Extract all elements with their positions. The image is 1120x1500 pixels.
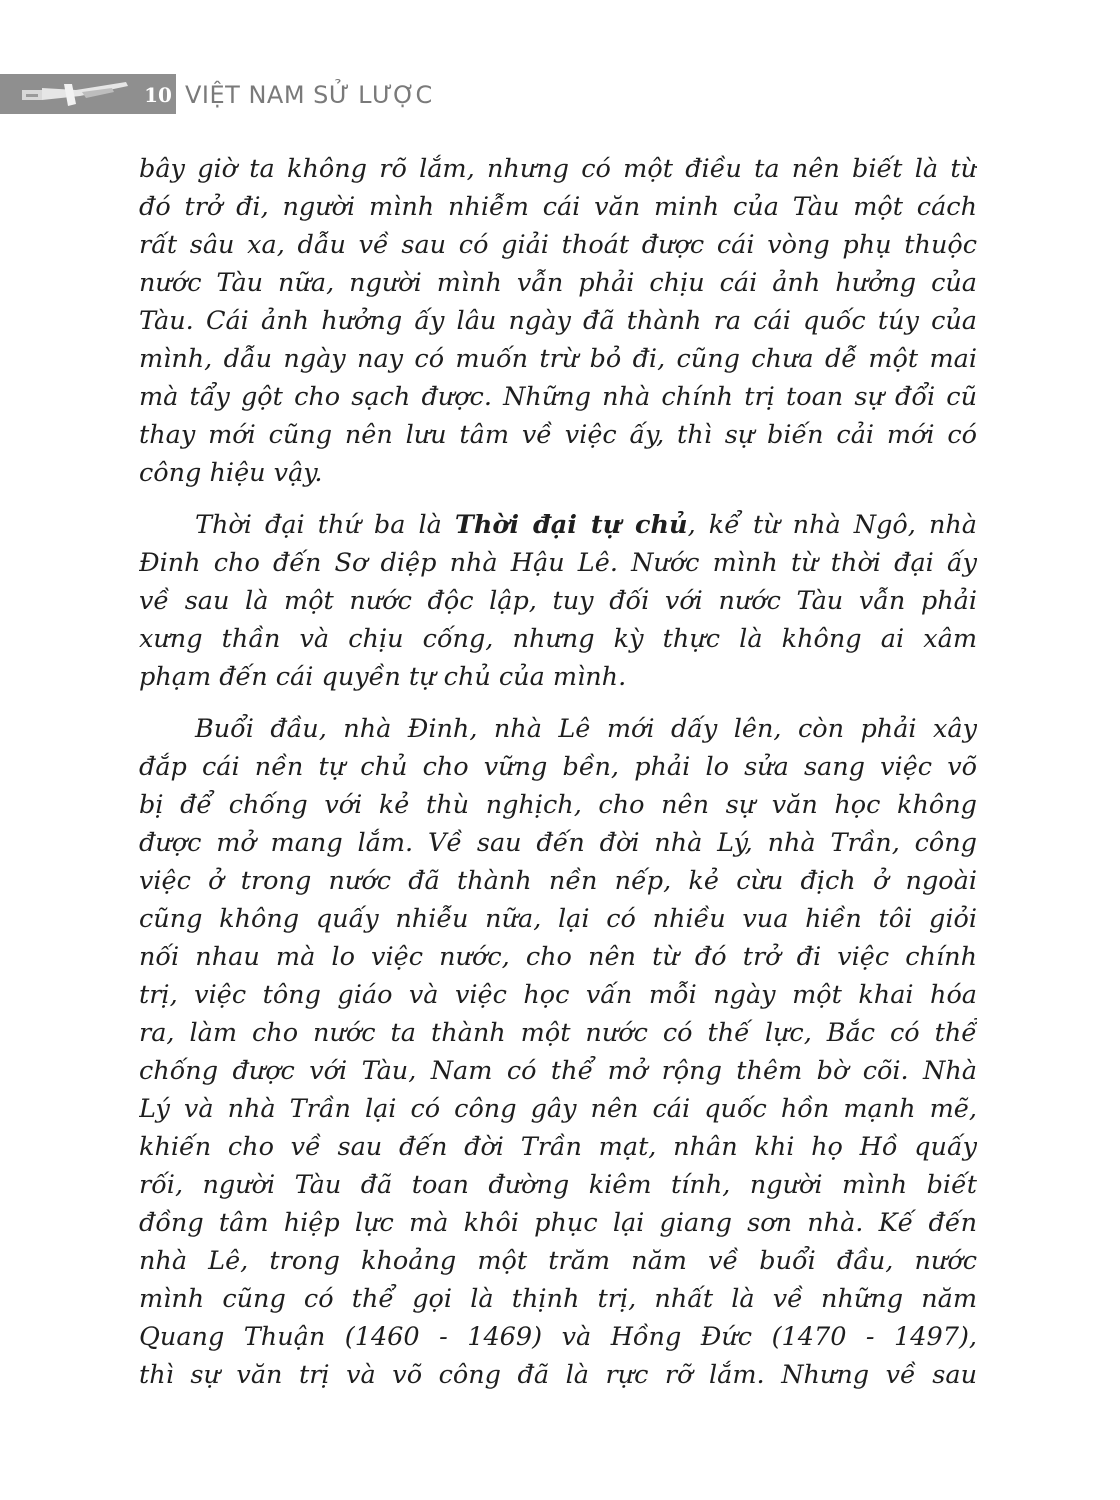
- body-text: [139, 150, 977, 1394]
- text-line: Đinh cho đến Sơ diệp nhà Hậu Lê. Nước mình từ thời đại ấy: [139, 548, 977, 578]
- text-line: đồng tâm hiệp lực mà khôi phục lại giang sơn nhà. Kế đến: [139, 1208, 977, 1238]
- text-line: thì sự văn trị và võ công đã là rực rỡ lắm. Nhưng về sau: [139, 1360, 977, 1390]
- text-line: nối nhau mà lo việc nước, cho nên từ đó trở đi việc chính: [139, 942, 977, 972]
- text-line: về sau là một nước độc lập, tuy đối với nước Tàu vẫn phải: [139, 586, 977, 616]
- text-line: được mở mang lắm. Về sau đến đời nhà Lý, nhà Trần, công: [139, 828, 977, 858]
- era-term: Thời đại tự chủ: [454, 510, 688, 540]
- text-line: nhà Lê, trong khoảng một trăm năm về buổi đầu, nước: [139, 1246, 977, 1276]
- text-line: cũng không quấy nhiễu nữa, lại có nhiều vua hiền tôi giỏi: [139, 904, 977, 934]
- text-line: rất sâu xa, dẫu về sau có giải thoát được cái vòng phụ thuộc: [139, 230, 977, 260]
- text-line: thay mới cũng nên lưu tâm về việc ấy, thì sự biến cải mới có: [139, 420, 977, 450]
- text-line: việc ở trong nước đã thành nền nếp, kẻ cừu địch ở ngoài: [139, 866, 977, 896]
- text-line: Tàu. Cái ảnh hưởng ấy lâu ngày đã thành ra cái quốc túy của: [139, 306, 977, 336]
- text-line: phạm đến cái quyền tự chủ của mình.: [139, 662, 627, 692]
- text-line: chống được với Tàu, Nam có thể mở rộng thêm bờ cõi. Nhà: [139, 1056, 977, 1086]
- text-line: rối, người Tàu đã toan đường kiêm tính, người mình biết: [139, 1170, 977, 1200]
- running-title: VIỆT NAM SỬ LƯỢC: [185, 81, 433, 109]
- text-line: ra, làm cho nước ta thành một nước có thế lực, Bắc có thể: [139, 1018, 977, 1048]
- text-segment: , kể từ nhà Ngô, nhà: [687, 510, 977, 540]
- text-line: mình cũng có thể gọi là thịnh trị, nhất là về những năm: [139, 1284, 977, 1314]
- text-line: đó trở đi, người mình nhiễm cái văn minh của Tàu một cách: [139, 192, 977, 222]
- paragraph-2: [139, 506, 977, 696]
- text-line: bị để chống với kẻ thù nghịch, cho nên sự văn học không: [139, 790, 977, 820]
- text-line: khiến cho về sau đến đời Trần mạt, nhân khi họ Hồ quấy: [139, 1132, 977, 1162]
- text-line: xưng thần và chịu cống, nhưng kỳ thực là không ai xâm: [139, 624, 977, 654]
- paragraph-1: [139, 150, 977, 492]
- text-line: Quang Thuận (1460 - 1469) và Hồng Đức (1470 - 1497),: [139, 1322, 977, 1352]
- text-line: trị, việc tông giáo và việc học vấn mỗi ngày một khai hóa: [139, 980, 977, 1010]
- header-separator: [176, 74, 179, 114]
- text-line: công hiệu vậy.: [139, 458, 323, 488]
- text-line: đắp cái nền tự chủ cho vững bền, phải lo sửa sang việc võ: [139, 752, 977, 782]
- text-segment: Thời đại thứ ba là: [195, 510, 455, 540]
- paragraph-3: [139, 710, 977, 1394]
- page-number: 10: [144, 83, 172, 107]
- text-line: Lý và nhà Trần lại có công gây nên cái quốc hồn mạnh mẽ,: [139, 1094, 977, 1124]
- text-line: mà tẩy gột cho sạch được. Những nhà chính trị toan sự đổi cũ: [139, 382, 977, 412]
- airplane-emblem-icon: [16, 78, 136, 110]
- text-line: nước Tàu nữa, người mình vẫn phải chịu cái ảnh hưởng của: [139, 268, 977, 298]
- text-line: bây giờ ta không rõ lắm, nhưng có một điều ta nên biết là từ: [139, 154, 977, 184]
- text-line: Buổi đầu, nhà Đinh, nhà Lê mới dấy lên, còn phải xây: [195, 714, 977, 744]
- text-line: [139, 506, 977, 544]
- text-line: mình, dẫu ngày nay có muốn trừ bỏ đi, cũng chưa dễ một mai: [139, 344, 977, 374]
